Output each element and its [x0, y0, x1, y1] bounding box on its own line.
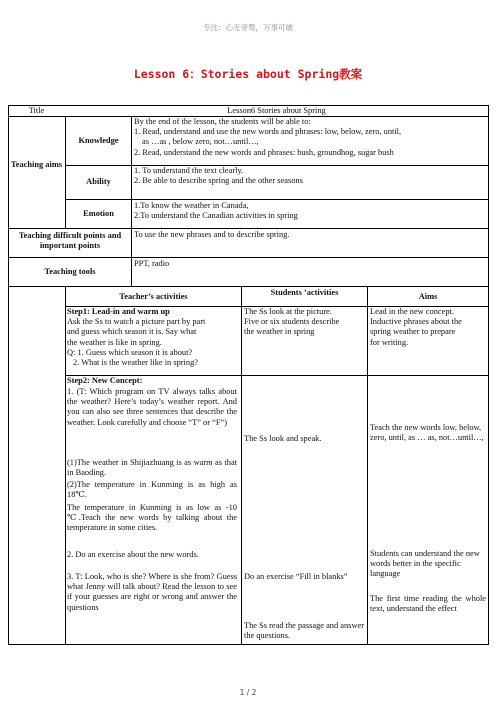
page-header-motto: 专注：心无旁骛，万事可破 — [203, 23, 293, 32]
table-border — [8, 228, 489, 229]
knowledge-label: Knowledge — [78, 136, 119, 145]
difficult-points-label: Teaching difficult points and important points — [18, 231, 122, 251]
table-border — [367, 286, 368, 644]
title-value: Lesson6 Stories about Spring — [227, 106, 326, 115]
aims-header: Aims — [418, 292, 438, 301]
teaching-tools-value: PPT, radio — [134, 259, 170, 268]
table-border — [65, 199, 489, 200]
step2-students-3: The Ss read the passage and answer the questions. — [244, 621, 364, 641]
step2-item1: 1. (T: Which program on TV always talks about the weather? Here’s today’s weather report. And you can also see three sentences that describe the weather. Look carefully and choose “T” or “F”) — [67, 387, 237, 427]
table-border — [241, 286, 242, 644]
table-border — [8, 105, 9, 645]
step2-aims-1: Teach the new words low, below, zero, until, as … as, not…until…, — [370, 423, 484, 443]
difficult-points-value: To use the new phrases and to describe spring. — [134, 230, 290, 239]
title-label: Title — [28, 106, 45, 115]
step2-item2: 2. Do an exercise about the new words. — [67, 550, 199, 559]
emotion-content: 1.To know the weather in Canada, 2.To understand the Canadian activities in spring — [134, 201, 298, 221]
table-border — [65, 286, 66, 644]
step2-item3: 3. T: Look, who is she? Where is she from? Guess what Jenny will talk about? Read the lesson to see if your guesses are right or wrong and answer the questions — [67, 572, 237, 612]
emotion-label: Emotion — [83, 209, 114, 218]
table-border — [131, 116, 132, 286]
page-title: Lesson 6：Stories about Spring教案 — [133, 67, 363, 81]
page-number: 1 / 2 — [239, 688, 257, 697]
ability-content: 1. To understand the text clearly. 2. Be able to describe spring and the other seasons — [134, 166, 303, 186]
ability-label: Ability — [86, 177, 111, 186]
step2-sentence3: The temperature in Kunming is as low as -10 ℃.Teach the new words by talking about the temperature in some cities. — [67, 503, 237, 533]
students-activities-header: Students ’activities — [270, 288, 339, 297]
table-border — [8, 257, 489, 258]
table-border — [488, 105, 489, 645]
table-border — [8, 644, 489, 645]
step2-title: Step2: New Concept: — [67, 376, 143, 385]
step1-aims: Lead in the new concept. Inductive phrases about the spring weather to prepare for writing. — [370, 307, 462, 347]
table-border — [8, 286, 489, 287]
step2-students-1: The Ss look and speak. — [244, 434, 322, 443]
step2-aims-3: The first time reading the whole text, understand the effect — [370, 594, 486, 614]
teacher-activities-header: Teacher’s activities — [119, 292, 188, 301]
teaching-aims-label: Teaching aims — [10, 160, 63, 169]
step1-teacher: Step1: Lead-in and warm up Ask the Ss to watch a picture part by part and guess which season it is. Say what the weather is like in spring. Q: 1. Guess which season it is about? 2. What is the weather like in spring? — [67, 307, 206, 368]
step2-aims-2: Students can understand the new words better in the specific language — [370, 549, 480, 579]
step2-sentence2: (2)The temperature in Kunming is as high as 18℃. — [67, 480, 237, 500]
teaching-tools-label: Teaching tools — [44, 267, 96, 276]
knowledge-content: By the end of the lesson, the students will be able to: 1. Read, understand and use the new words and phrases: low, below, zero, until, as …as , below zero, not…until…, 2. Read, understand the new words and phrases: bush, groundhog, sugar bush — [134, 117, 402, 157]
step2-students-2: Do an exercise “Fill in blanks” — [244, 572, 348, 581]
step2-sentence1: (1)The weather in Shijiazhuang is as warm as that in Baoding. — [67, 458, 237, 478]
step1-students: The Ss look at the picture. Five or six students describe the weather in spring — [244, 307, 340, 337]
